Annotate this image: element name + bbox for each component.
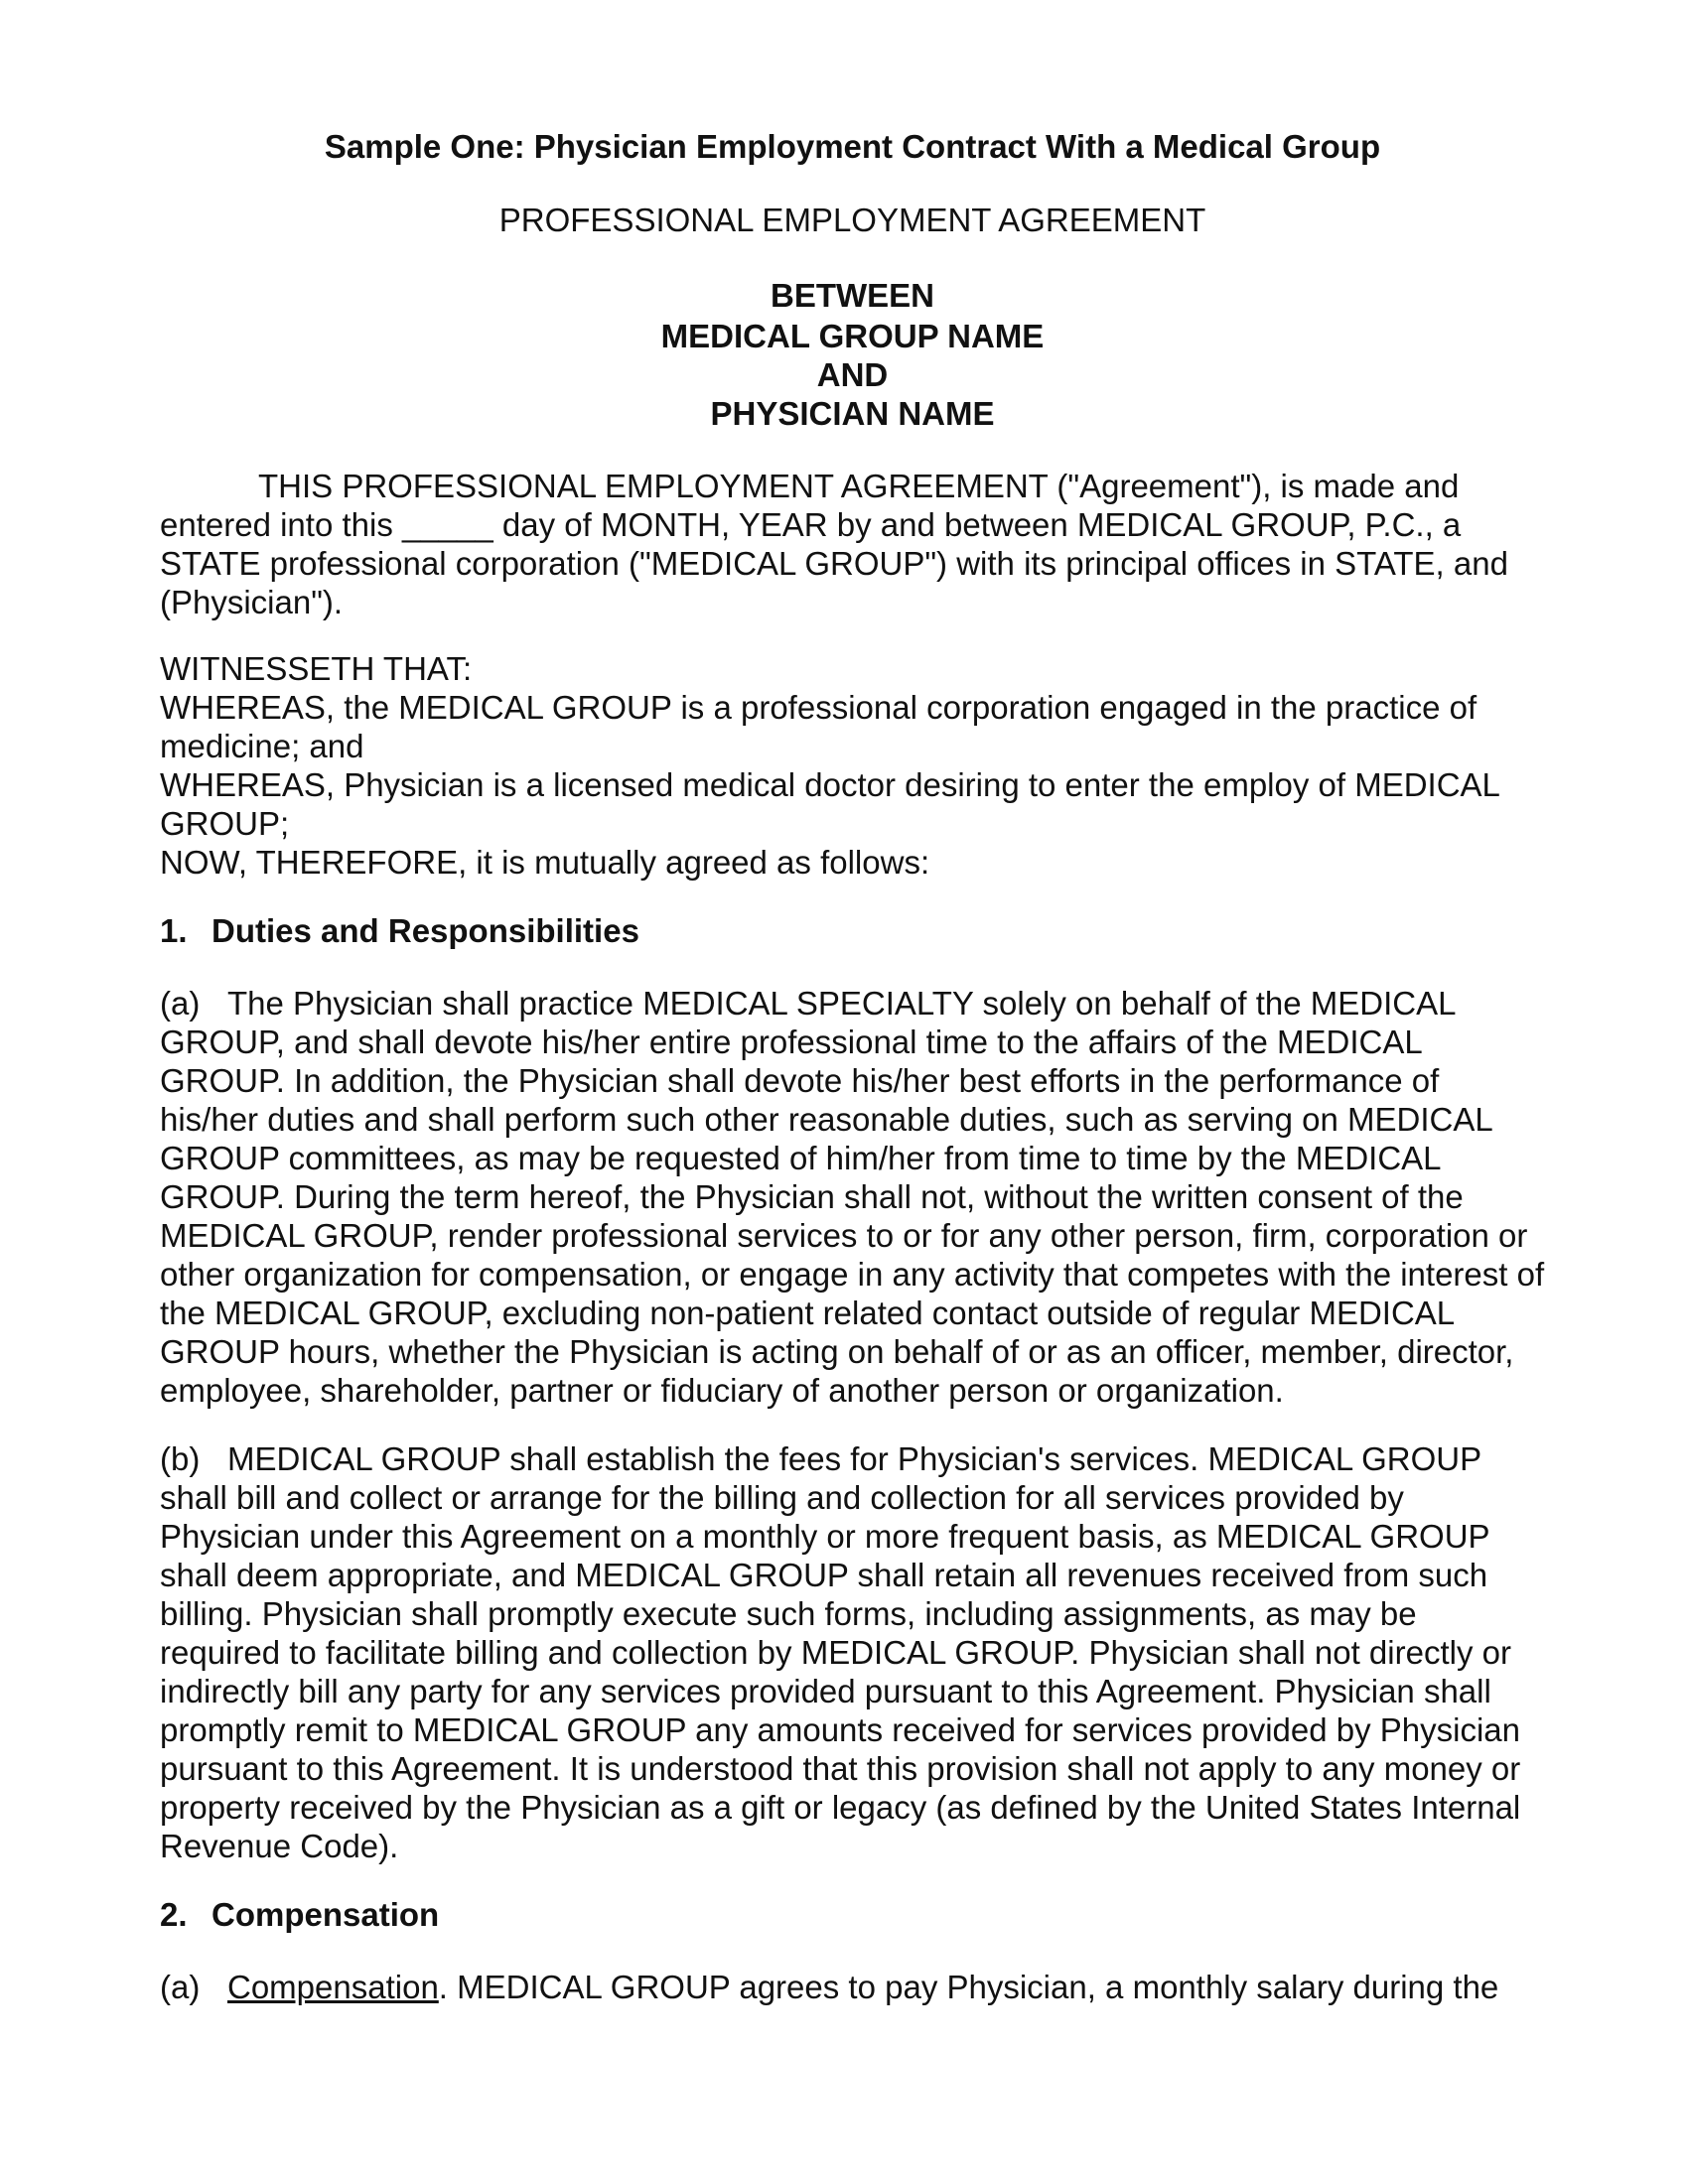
section-1b-text: MEDICAL GROUP shall establish the fees for Physician's services. MEDICAL GROUP shall bill and collect or arrange for the billing and collection for all services provided by Physician under this Agreement on a monthly or more frequent basis, as MEDICAL GROUP shall deem appropriate, and MEDICAL GROUP shall retain all revenues received from such billing. Physician shall promptly execute such forms, including assignments, as may be required to facilitate billing and collection by MEDICAL GROUP. Physician shall not directly or indirectly bill any party for any services provided pursuant to this Agreement. Physician shall promptly remit to MEDICAL GROUP any amounts received for services provided by Physician pursuant to this Agreement. It is understood that this provision shall not apply to any money or property received by the Physician as a gift or legacy (as defined by the United States Internal Revenue Code). [160,1440,1521,1864]
witnesseth-line: WITNESSETH THAT: [160,650,473,687]
recitals-block [160,649,1545,882]
section-2-heading [160,1895,1545,1934]
section-1a-label: (a) [160,985,201,1022]
between-label: BETWEEN [771,277,934,314]
whereas-physician-line: WHEREAS, Physician is a licensed medical doctor desiring to enter the employ of MEDICAL GROUP; [160,766,1499,842]
section-2a-text: . MEDICAL GROUP agrees to pay Physician, a monthly salary during the [438,1969,1499,2005]
section-1-number: 1. [160,912,188,949]
section-2a-paragraph [160,1968,1545,2006]
now-therefore-line: NOW, THEREFORE, it is mutually agreed as follows: [160,844,930,881]
section-1-heading [160,911,1545,950]
section-1a-paragraph [160,984,1545,1410]
whereas-group-line: WHEREAS, the MEDICAL GROUP is a professional corporation engaged in the practice of medicine; and [160,689,1477,764]
agreement-subtitle: PROFESSIONAL EMPLOYMENT AGREEMENT [498,202,1206,238]
section-1-title: Duties and Responsibilities [211,912,639,949]
parties-block [160,275,1545,433]
section-1b-paragraph [160,1439,1545,1865]
intro-paragraph: THIS PROFESSIONAL EMPLOYMENT AGREEMENT ("Agreement"), is made and entered into this _____ day of MONTH, YEAR by and between MEDICAL GROUP, P.C., a STATE professional corporation ("MEDICAL GROUP") with its principal offices in STATE, and (Physician"). [160,468,1508,620]
document-body [160,127,1545,2036]
physician-name: PHYSICIAN NAME [710,395,995,432]
document-title: Sample One: Physician Employment Contract With a Medical Group [324,128,1381,165]
section-1b-label: (b) [160,1440,201,1477]
section-1a-text: The Physician shall practice MEDICAL SPECIALTY solely on behalf of the MEDICAL GROUP, and shall devote his/her entire professional time to the affairs of the MEDICAL GROUP. In addition, the Physician shall devote his/her best efforts in the performance of his/her duties and shall perform such other reasonable duties, such as serving on MEDICAL GROUP committees, as may be requested of him/her from time to time by the MEDICAL GROUP. During the term hereof, the Physician shall not, without the written consent of the MEDICAL GROUP, render professional services to or for any other person, firm, corporation or other organization for compensation, or engage in any activity that competes with the interest of the MEDICAL GROUP, excluding non-patient related contact outside of regular MEDICAL GROUP hours, whether the Physician is acting on behalf of or as an officer, member, director, employee, shareholder, partner or fiduciary of another person or organization. [160,985,1545,1409]
medical-group-name: MEDICAL GROUP NAME [660,318,1045,354]
section-2-title: Compensation [211,1896,440,1933]
and-label: AND [816,356,889,393]
section-2a-term: Compensation [227,1969,439,2005]
section-2-number: 2. [160,1896,188,1933]
section-2a-label: (a) [160,1969,201,2005]
